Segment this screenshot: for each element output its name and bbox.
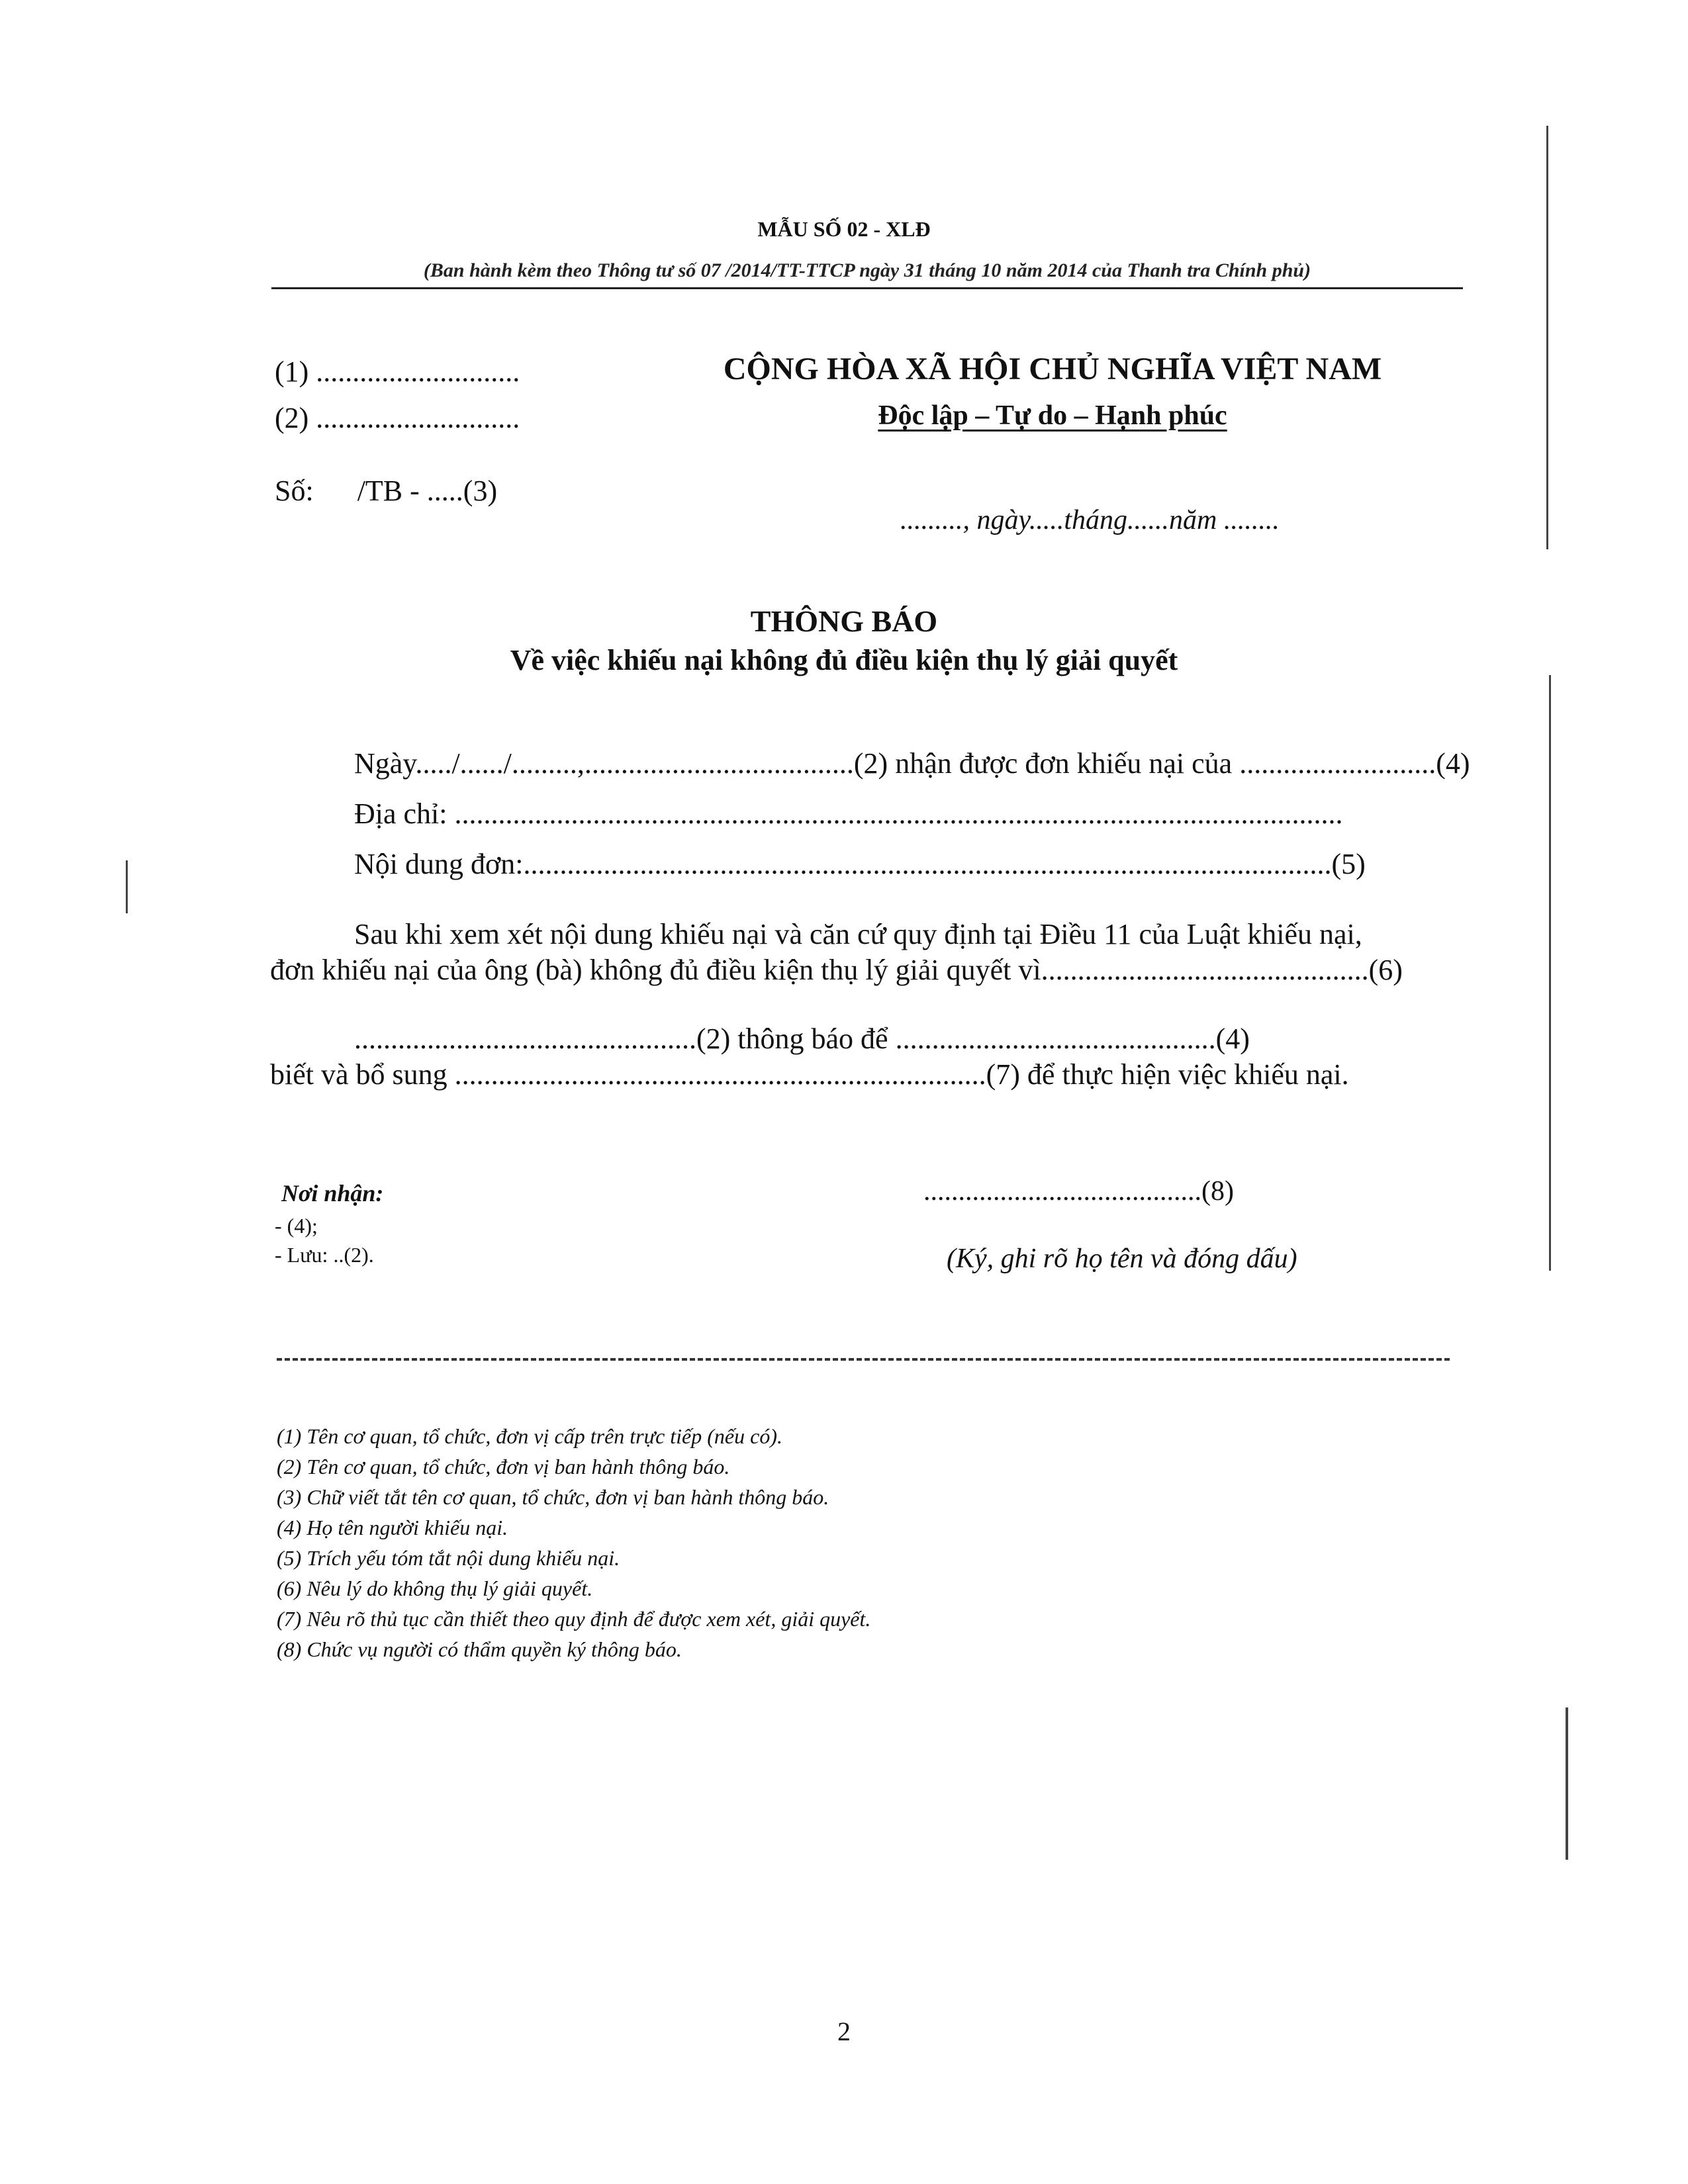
footnote-separator	[277, 1358, 1450, 1361]
nation-motto: Độc lập – Tự do – Hạnh phúc	[878, 400, 1227, 431]
scan-edge-mark	[1549, 675, 1551, 1271]
nation-motto-wrap	[702, 400, 1403, 432]
body-content-line: Nội dung đơn:...............................................................................................................(5)	[354, 848, 1366, 880]
footnote-item: (3) Chữ viết tắt tên cơ quan, tổ chức, đơn vị ban hành thông báo.	[277, 1485, 829, 1509]
footnote-item: (2) Tên cơ quan, tổ chức, đơn vị ban hành thông báo.	[277, 1455, 730, 1479]
form-code: MẪU SỐ 02 - XLĐ	[757, 217, 931, 241]
footnote-item: (5) Trích yếu tóm tắt nội dung khiếu nại.	[277, 1546, 620, 1570]
scan-edge-mark	[1566, 1707, 1568, 1860]
para1-line2: đơn khiếu nại của ông (bà) không đủ điều kiện thụ lý giải quyết vì.............................................(6)	[270, 954, 1403, 986]
date-line: ........., ngày.....tháng......năm ........	[900, 505, 1280, 535]
recipients-heading: Nơi nhận:	[281, 1180, 384, 1206]
para2-line1: ...............................................(2) thông báo để ............................................(4)	[354, 1023, 1250, 1055]
document-number: Số: /TB - .....(3)	[275, 475, 498, 507]
signature-note: (Ký, ghi rõ họ tên và đóng dấu)	[947, 1244, 1297, 1274]
notice-subtitle: Về việc khiếu nại không đủ điều kiện thụ lý giải quyết	[510, 644, 1178, 676]
footnote-item: (7) Nêu rõ thủ tục cần thiết theo quy định để được xem xét, giải quyết.	[277, 1607, 871, 1631]
body-date-line: Ngày...../....../.........,.....................................(2) nhận được đơn khiếu nại của ...........................(4)	[354, 747, 1470, 780]
nation-title: CỘNG HÒA XÃ HỘI CHỦ NGHĨA VIỆT NAM	[723, 351, 1382, 387]
notice-title: THÔNG BÁO	[750, 604, 938, 638]
para1-line1: Sau khi xem xét nội dung khiếu nại và căn cứ quy định tại Điều 11 của Luật khiếu nại,	[354, 918, 1362, 950]
signature-title-line: ........................................(8)	[923, 1176, 1234, 1206]
footnote-item: (8) Chức vụ người có thẩm quyền ký thông báo.	[277, 1637, 682, 1661]
issued-note: (Ban hành kèm theo Thông tư số 07 /2014/TT-TTCP ngày 31 tháng 10 năm 2014 của Thanh tra Chính phủ)	[423, 259, 1311, 281]
page-number: 2	[837, 2017, 851, 2046]
header-rule	[271, 287, 1463, 289]
scan-edge-mark	[126, 860, 128, 913]
footnote-item: (6) Nêu lý do không thụ lý giải quyết.	[277, 1576, 593, 1600]
body-address-line: Địa chỉ: ..........................................................................................................................	[354, 797, 1343, 830]
scan-edge-mark	[1546, 126, 1548, 549]
agency-line-1: (1) ............................	[275, 355, 520, 388]
recipient-item: - (4);	[275, 1214, 318, 1238]
para2-line2: biết và bổ sung .........................................................................(7) để thực hiện việc khiếu nại.	[270, 1058, 1349, 1091]
recipient-item: - Lưu: ..(2).	[275, 1243, 374, 1267]
agency-line-2: (2) ............................	[275, 402, 520, 434]
footnote-item: (4) Họ tên người khiếu nại.	[277, 1516, 508, 1539]
footnote-item: (1) Tên cơ quan, tổ chức, đơn vị cấp trên trực tiếp (nếu có).	[277, 1424, 782, 1448]
